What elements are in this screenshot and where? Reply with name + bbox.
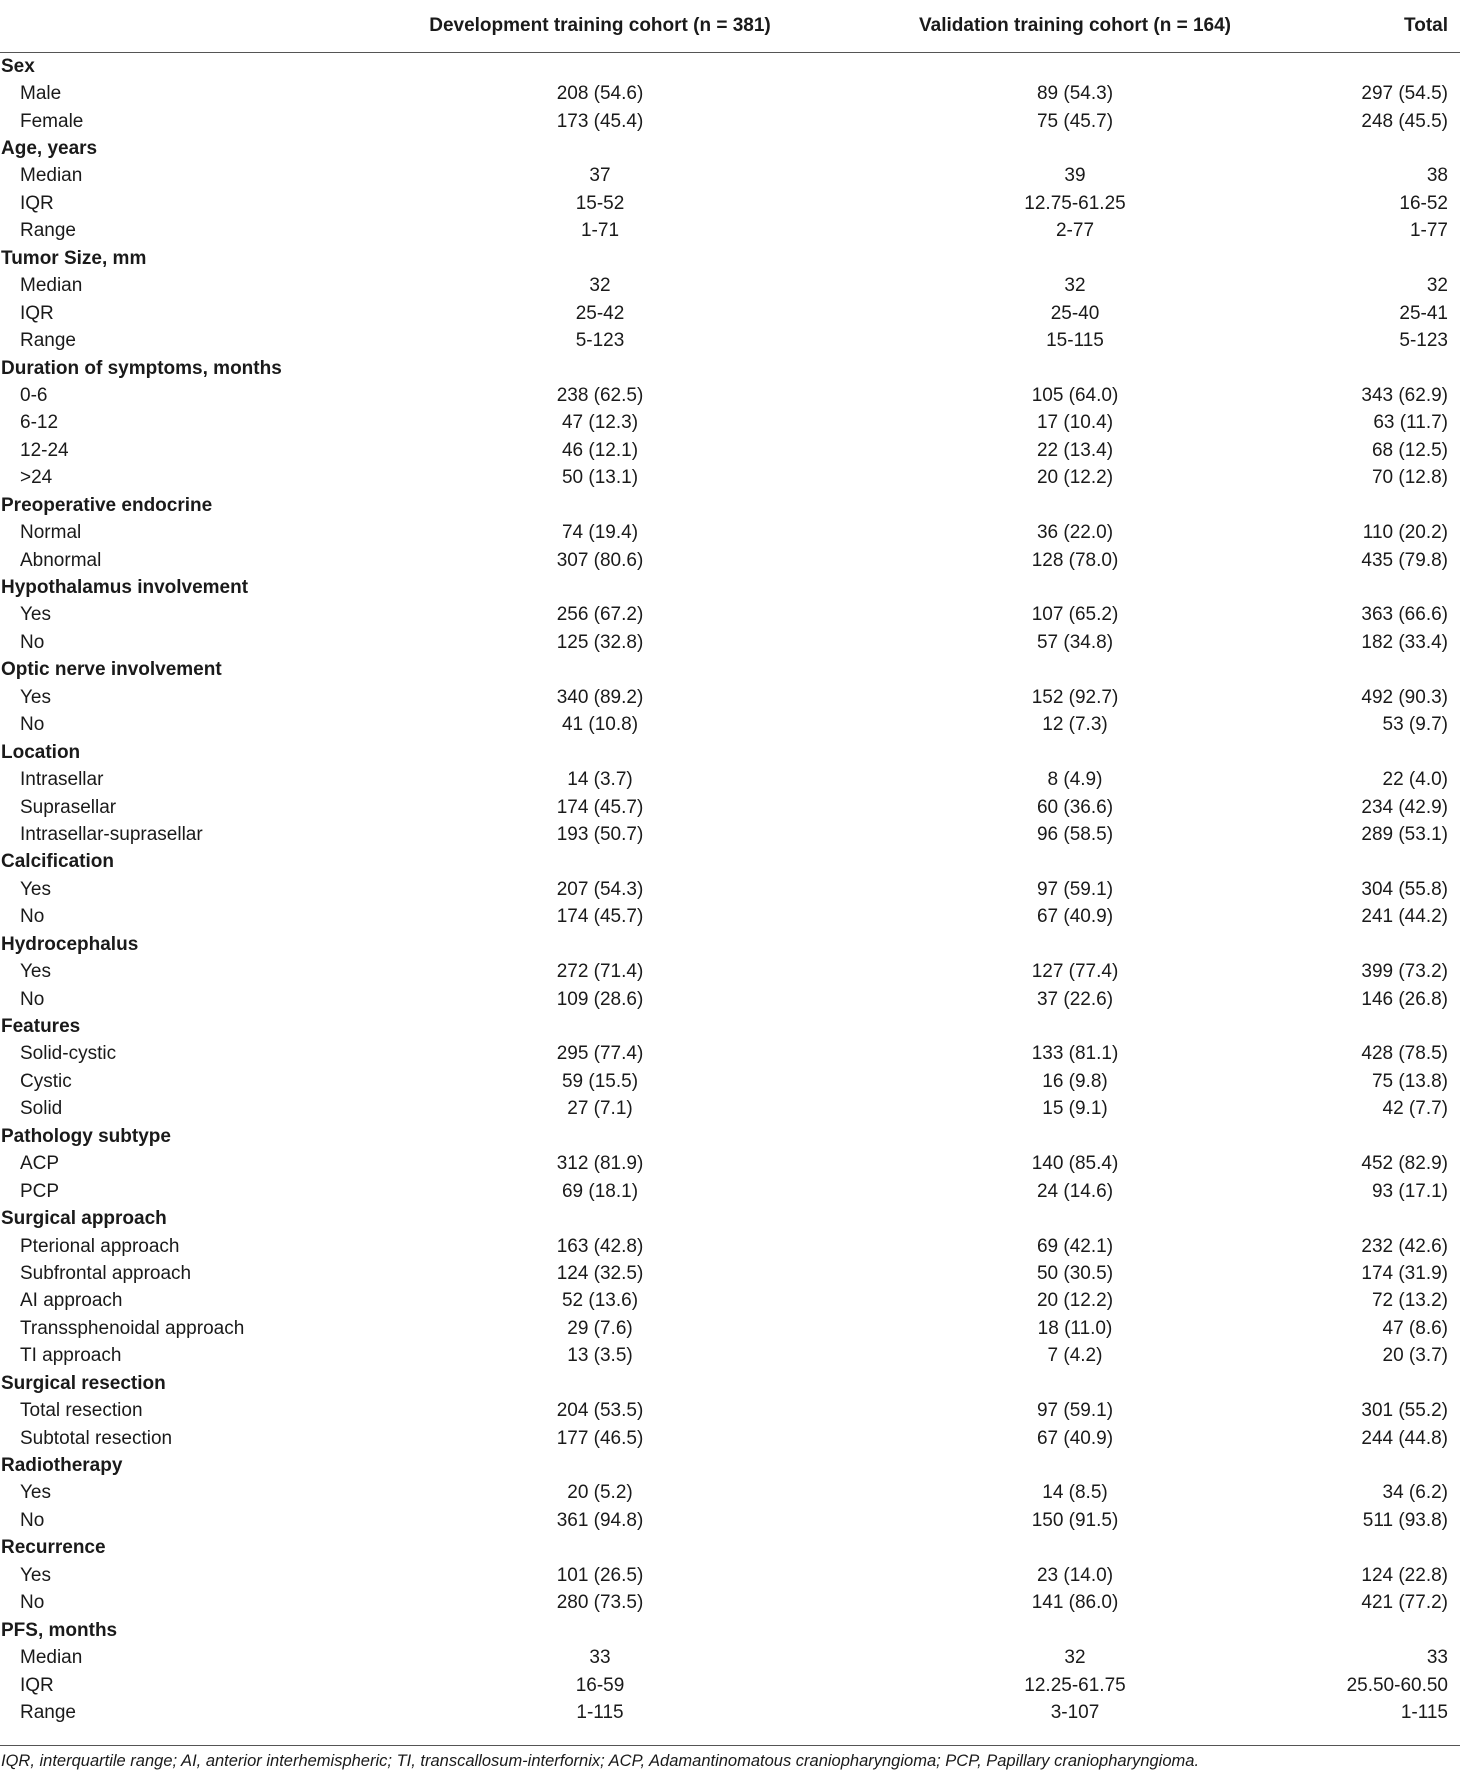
total-value: 241 (44.2) [1361,906,1448,928]
category-row [0,53,1460,81]
row-label: IQR [20,192,54,214]
row-label: Total resection [20,1400,143,1422]
table-row [0,382,1460,409]
development-value: 16-59 [575,1674,625,1696]
validation-value: 69 (42.1) [1036,1235,1114,1257]
development-value: 361 (94.8) [556,1509,644,1531]
validation-value: 60 (36.6) [1036,796,1114,818]
development-value: 174 (45.7) [556,796,644,818]
table-row [0,1068,1460,1095]
category-row [0,574,1460,601]
table-row [0,190,1460,217]
development-value: 177 (46.5) [556,1427,644,1449]
row-label: Yes [20,1482,51,1504]
row-label: Pterional approach [20,1235,180,1257]
development-value: 280 (73.5) [556,1592,644,1614]
category-row [0,1013,1460,1040]
validation-value: 15 (9.1) [1042,1098,1108,1120]
validation-value: 32 [1064,1647,1086,1669]
validation-value: 20 (12.2) [1036,1290,1114,1312]
total-value: 511 (93.8) [1362,1509,1448,1531]
row-label: No [20,1509,45,1531]
row-label: Normal [20,522,82,544]
row-label: No [20,631,45,653]
total-value: 428 (78.5) [1361,1043,1448,1065]
total-value: 244 (44.8) [1361,1427,1448,1449]
table-row [0,1288,1460,1315]
validation-value: 75 (45.7) [1036,110,1114,132]
total-value: 32 [1426,275,1448,297]
total-value: 304 (55.8) [1361,878,1448,900]
validation-value: 8 (4.9) [1047,769,1103,791]
footer-divider [0,1745,1460,1746]
total-value: 75 (13.8) [1371,1070,1448,1092]
validation-value: 2-77 [1055,220,1095,242]
category-row [0,1370,1460,1397]
category-row [0,492,1460,519]
category-row [0,135,1460,162]
category-label: Surgical approach [1,1208,167,1230]
validation-value: 12.75-61.25 [1024,192,1126,214]
validation-value: 67 (40.9) [1036,906,1114,928]
total-value: 399 (73.2) [1361,961,1448,983]
development-value: 174 (45.7) [556,906,644,928]
row-label: Intrasellar [20,769,104,791]
table-row [0,108,1460,135]
category-row [0,1617,1460,1644]
table-row [0,465,1460,492]
development-value: 41 (10.8) [561,714,639,736]
row-label: Range [20,1701,76,1723]
validation-value: 67 (40.9) [1036,1427,1114,1449]
total-value: 421 (77.2) [1361,1592,1448,1614]
total-value: 93 (17.1) [1371,1180,1448,1202]
validation-value: 127 (77.4) [1031,961,1119,983]
development-value: 1-115 [576,1701,624,1723]
validation-value: 12.25-61.75 [1024,1674,1126,1696]
row-label: Median [20,1647,83,1669]
validation-value: 7 (4.2) [1047,1345,1103,1367]
total-value: 47 (8.6) [1382,1317,1448,1339]
validation-value: 18 (11.0) [1037,1317,1113,1339]
validation-value: 97 (59.1) [1036,1400,1114,1422]
row-label: IQR [20,302,54,324]
category-row [0,1123,1460,1150]
validation-value: 57 (34.8) [1036,631,1114,653]
table-row [0,1507,1460,1534]
development-value: 20 (5.2) [567,1482,633,1504]
category-row [0,931,1460,958]
total-value: 301 (55.2) [1361,1400,1448,1422]
development-value: 340 (89.2) [556,686,644,708]
category-row [0,245,1460,272]
table-row [0,1178,1460,1205]
table-row [0,1315,1460,1342]
category-label: Hydrocephalus [1,933,139,955]
table-row [0,1343,1460,1370]
development-value: 13 (3.5) [567,1345,633,1367]
development-value: 1-71 [580,220,620,242]
total-value: 363 (66.6) [1361,604,1448,626]
header-development-cohort: Development training cohort (n = 381) [429,15,771,36]
total-value: 297 (54.5) [1361,83,1448,105]
validation-value: 133 (81.1) [1031,1043,1119,1065]
row-label: 12-24 [20,439,69,461]
validation-value: 17 (10.4) [1036,412,1114,434]
category-label: Features [1,1016,81,1038]
validation-value: 25-40 [1050,302,1100,324]
development-value: 101 (26.5) [556,1564,644,1586]
development-value: 272 (71.4) [556,961,644,983]
table-row [0,1397,1460,1424]
development-value: 109 (28.6) [556,988,644,1010]
validation-value: 20 (12.2) [1036,467,1114,489]
category-row [0,355,1460,382]
row-label: PCP [20,1180,60,1202]
total-value: 124 (22.8) [1361,1564,1448,1586]
development-value: 295 (77.4) [556,1043,644,1065]
table-row [0,1233,1460,1260]
header-row [0,0,1460,53]
row-label: Transsphenoidal approach [20,1317,245,1339]
total-value: 63 (11.7) [1373,412,1448,434]
row-label: Median [20,165,83,187]
table-row [0,1590,1460,1617]
development-value: 238 (62.5) [556,384,644,406]
validation-value: 150 (91.5) [1031,1509,1119,1531]
row-label: Yes [20,604,51,626]
validation-value: 140 (85.4) [1031,1153,1119,1175]
validation-value: 107 (65.2) [1031,604,1119,626]
development-value: 208 (54.6) [556,83,644,105]
row-label: Yes [20,961,51,983]
row-label: Range [20,330,76,352]
total-value: 146 (26.8) [1361,988,1448,1010]
total-value: 1-115 [1400,1701,1448,1723]
table-row [0,519,1460,546]
header-validation-cohort: Validation training cohort (n = 164) [919,15,1231,36]
table-row [0,1644,1460,1671]
development-value: 37 [589,165,611,187]
validation-value: 50 (30.5) [1036,1262,1114,1284]
validation-value: 12 (7.3) [1042,714,1108,736]
category-label: Calcification [1,851,114,873]
total-value: 1-77 [1409,220,1448,242]
validation-value: 105 (64.0) [1031,384,1119,406]
table-row [0,1260,1460,1287]
row-label: Solid-cystic [20,1043,117,1065]
table-row [0,547,1460,574]
category-label: Preoperative endocrine [1,494,213,516]
validation-value: 15-115 [1046,330,1104,352]
row-label: Suprasellar [20,796,117,818]
development-value: 59 (15.5) [561,1070,639,1092]
header-total: Total [1404,15,1448,36]
row-label: No [20,714,45,736]
validation-value: 89 (54.3) [1036,83,1114,105]
table-row [0,684,1460,711]
development-value: 124 (32.5) [556,1262,644,1284]
validation-value: 36 (22.0) [1036,522,1114,544]
table-row [0,712,1460,739]
table-row [0,876,1460,903]
table-body [0,53,1460,1727]
development-value: 74 (19.4) [561,522,639,544]
development-value: 50 (13.1) [561,467,639,489]
row-label: Intrasellar-suprasellar [20,823,203,845]
table-row [0,958,1460,985]
table-footnote: IQR, interquartile range; AI, anterior interhemispheric; TI, transcallosum-interfornix; ACP, Adamantinomatous craniopharyngioma; PCP, Papillary craniopharyngioma. [1,1752,1200,1770]
header-variable [0,0,360,53]
table-row [0,410,1460,437]
development-value: 27 (7.1) [567,1098,633,1120]
validation-value: 32 [1064,275,1086,297]
total-value: 5-123 [1399,330,1448,352]
development-value: 207 (54.3) [556,878,644,900]
development-value: 25-42 [575,302,625,324]
validation-value: 97 (59.1) [1036,878,1114,900]
table-row [0,602,1460,629]
table-row [0,1151,1460,1178]
total-value: 234 (42.9) [1361,796,1448,818]
total-value: 25-41 [1399,302,1448,324]
total-value: 174 (31.9) [1361,1262,1448,1284]
row-label: 0-6 [20,384,48,406]
total-value: 38 [1426,165,1448,187]
table-row [0,300,1460,327]
row-label: Median [20,275,83,297]
category-label: Sex [1,55,35,77]
development-value: 32 [589,275,611,297]
validation-value: 152 (92.7) [1031,686,1119,708]
total-value: 343 (62.9) [1361,384,1448,406]
validation-value: 37 (22.6) [1036,988,1114,1010]
validation-value: 14 (8.5) [1042,1482,1108,1504]
category-label: Surgical resection [1,1372,166,1394]
category-label: Radiotherapy [1,1455,123,1477]
table-row [0,1041,1460,1068]
validation-value: 128 (78.0) [1031,549,1119,571]
row-label: Female [20,110,84,132]
validation-value: 141 (86.0) [1031,1592,1119,1614]
category-label: Optic nerve involvement [1,659,222,681]
total-value: 435 (79.8) [1361,549,1448,571]
category-label: Age, years [1,138,98,160]
table-row [0,163,1460,190]
table-row [0,1672,1460,1699]
table-row [0,794,1460,821]
development-value: 47 (12.3) [561,412,639,434]
development-value: 52 (13.6) [561,1290,639,1312]
table-header [0,0,1460,53]
row-label: ACP [20,1153,60,1175]
category-row [0,657,1460,684]
total-value: 70 (12.8) [1371,467,1448,489]
development-value: 125 (32.8) [556,631,644,653]
row-label: Yes [20,1564,51,1586]
development-value: 29 (7.6) [567,1317,633,1339]
development-value: 33 [589,1647,611,1669]
development-value: 46 (12.1) [561,439,639,461]
validation-value: 39 [1064,165,1086,187]
category-row [0,739,1460,766]
category-label: Location [1,741,81,763]
total-value: 16-52 [1399,192,1448,214]
row-label: IQR [20,1674,54,1696]
category-label: Duration of symptoms, months [1,357,282,379]
total-value: 232 (42.6) [1361,1235,1448,1257]
row-label: >24 [20,467,53,489]
total-value: 182 (33.4) [1361,631,1448,653]
table-row [0,629,1460,656]
validation-value: 23 (14.0) [1036,1564,1114,1586]
category-label: Recurrence [1,1537,106,1559]
development-value: 15-52 [575,192,625,214]
validation-value: 16 (9.8) [1042,1070,1108,1092]
category-row [0,1205,1460,1232]
category-label: Tumor Size, mm [1,247,147,269]
row-label: No [20,988,45,1010]
total-value: 110 (20.2) [1362,522,1448,544]
category-row [0,1535,1460,1562]
validation-value: 22 (13.4) [1036,439,1114,461]
table-row [0,1562,1460,1589]
total-value: 34 (6.2) [1382,1482,1448,1504]
table-row [0,904,1460,931]
total-value: 25.50-60.50 [1346,1674,1448,1696]
row-label: No [20,1592,45,1614]
row-label: Cystic [20,1070,72,1092]
total-value: 33 [1426,1647,1448,1669]
development-value: 312 (81.9) [556,1153,644,1175]
row-label: AI approach [20,1290,123,1312]
total-value: 68 (12.5) [1371,439,1448,461]
row-label: Yes [20,878,51,900]
table-row [0,273,1460,300]
row-label: Subfrontal approach [20,1262,192,1284]
total-value: 289 (53.1) [1361,823,1448,845]
total-value: 248 (45.5) [1361,110,1448,132]
development-value: 173 (45.4) [556,110,644,132]
table-row [0,1699,1460,1726]
table-row [0,766,1460,793]
table-row [0,1096,1460,1123]
table-row [0,218,1460,245]
development-value: 307 (80.6) [556,549,644,571]
table-row [0,821,1460,848]
total-value: 492 (90.3) [1361,686,1448,708]
development-value: 69 (18.1) [561,1180,639,1202]
row-label: Abnormal [20,549,102,571]
category-row [0,1452,1460,1479]
row-label: No [20,906,45,928]
development-value: 163 (42.8) [556,1235,644,1257]
table-row [0,437,1460,464]
total-value: 20 (3.7) [1382,1345,1448,1367]
development-value: 204 (53.5) [556,1400,644,1422]
table-row [0,986,1460,1013]
row-label: 6-12 [20,412,59,434]
category-label: PFS, months [1,1619,118,1641]
row-label: Male [20,83,62,105]
table-row [0,1425,1460,1452]
category-label: Pathology subtype [1,1125,171,1147]
total-value: 53 (9.7) [1382,714,1448,736]
row-label: TI approach [20,1345,122,1367]
table-row [0,80,1460,107]
development-value: 256 (67.2) [556,604,644,626]
total-value: 42 (7.7) [1382,1098,1448,1120]
development-value: 193 (50.7) [556,823,644,845]
validation-value: 24 (14.6) [1036,1180,1114,1202]
validation-value: 96 (58.5) [1036,823,1114,845]
row-label: Yes [20,686,51,708]
validation-value: 3-107 [1050,1701,1100,1723]
table-row [0,1480,1460,1507]
total-value: 452 (82.9) [1361,1153,1448,1175]
row-label: Solid [20,1098,63,1120]
category-label: Hypothalamus involvement [1,577,249,599]
table-row [0,327,1460,354]
row-label: Range [20,220,76,242]
row-label: Subtotal resection [20,1427,173,1449]
development-value: 5-123 [575,330,625,352]
category-row [0,849,1460,876]
development-value: 14 (3.7) [567,769,633,791]
total-value: 22 (4.0) [1382,769,1448,791]
total-value: 72 (13.2) [1371,1290,1448,1312]
